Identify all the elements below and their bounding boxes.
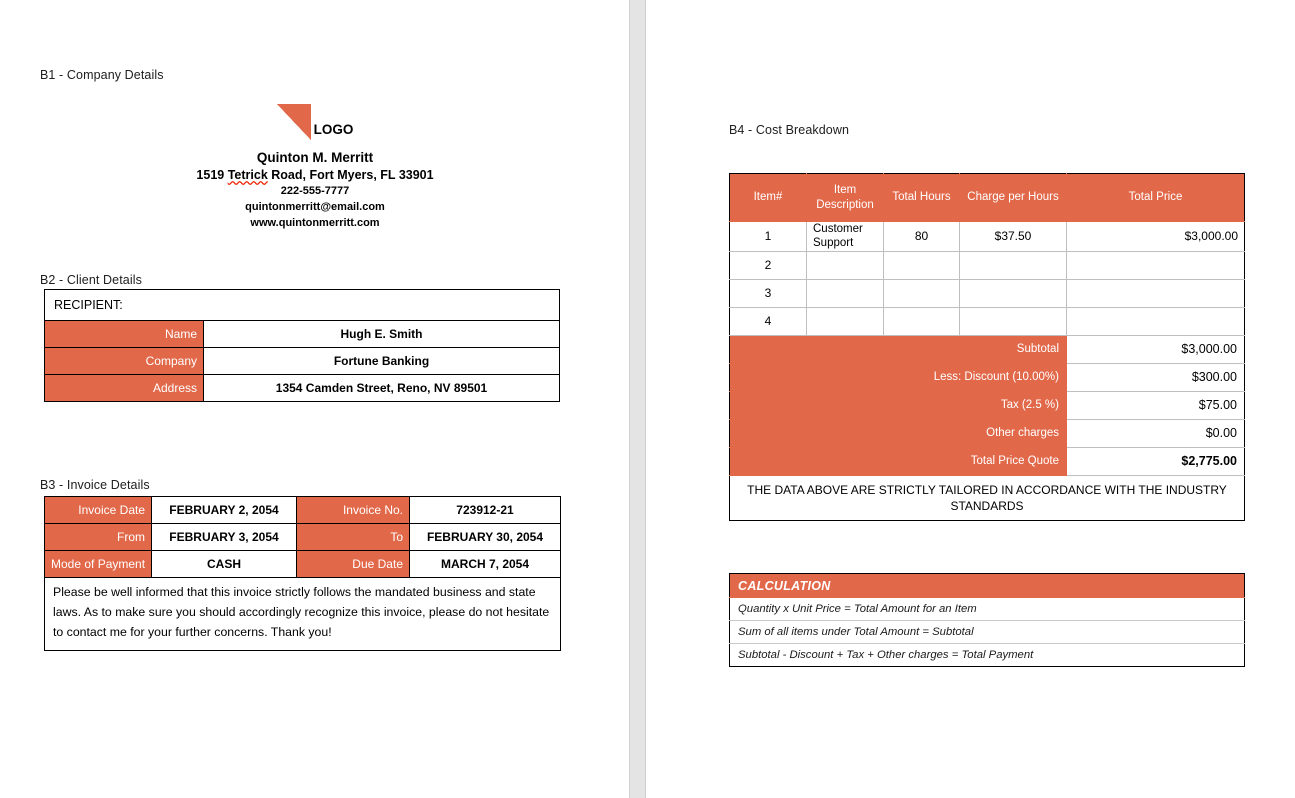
summary-label-other-charges: Other charges: [730, 419, 1067, 447]
summary-value-subtotal: $3,000.00: [1067, 335, 1245, 363]
section-label-b3: B3 - Invoice Details: [40, 478, 150, 492]
cost-table-footnote: THE DATA ABOVE ARE STRICTLY TAILORED IN ACCORDANCE WITH THE INDUSTRY STANDARDS: [730, 475, 1245, 520]
client-label-company: Company: [45, 348, 204, 375]
summary-label-discount: Less: Discount (10.00%): [730, 363, 1067, 391]
calculation-formula-3: Subtotal - Discount + Tax + Other charges = Total Payment: [730, 644, 1245, 667]
cost-item-total[interactable]: [1067, 279, 1245, 307]
invoice-value-from[interactable]: FEBRUARY 3, 2054: [152, 524, 297, 551]
cost-item-desc[interactable]: [807, 279, 884, 307]
cost-item-rate[interactable]: [960, 251, 1067, 279]
client-value-company[interactable]: Fortune Banking: [204, 348, 560, 375]
client-value-name[interactable]: Hugh E. Smith: [204, 321, 560, 348]
table-row: [730, 307, 1245, 335]
company-email: quintonmerritt@email.com: [245, 200, 385, 213]
company-address-misspelled: Tetrick: [227, 168, 268, 182]
summary-label-tax: Tax (2.5 %): [730, 391, 1067, 419]
table-row: [45, 348, 560, 375]
invoice-label-due-date: Due Date: [297, 551, 410, 578]
table-row: [45, 497, 561, 524]
summary-value-total-price-quote: $2,775.00: [1067, 447, 1245, 475]
cost-item-total[interactable]: [1067, 307, 1245, 335]
cost-item-num[interactable]: 4: [730, 307, 807, 335]
client-details-table: [44, 289, 560, 402]
summary-label-subtotal: Subtotal: [730, 335, 1067, 363]
invoice-details-table: [44, 496, 561, 651]
calculation-table: [729, 573, 1245, 667]
cost-item-rate[interactable]: [960, 279, 1067, 307]
table-row: [730, 598, 1245, 621]
section-label-b1: B1 - Company Details: [40, 68, 164, 82]
company-address-suffix: Road, Fort Myers, FL 33901: [267, 168, 434, 182]
summary-value-tax: $75.00: [1067, 391, 1245, 419]
summary-label-total-price-quote: Total Price Quote: [730, 447, 1067, 475]
company-website: www.quintonmerritt.com: [250, 216, 380, 229]
cost-item-num[interactable]: 1: [730, 222, 807, 252]
invoice-label-from: From: [45, 524, 152, 551]
summary-row: [730, 391, 1245, 419]
document-page-left: [0, 0, 629, 798]
calculation-title: CALCULATION: [730, 574, 1245, 598]
recipient-heading: RECIPIENT:: [45, 290, 560, 321]
table-row: [730, 621, 1245, 644]
section-label-b2: B2 - Client Details: [40, 273, 142, 287]
table-header-row: [730, 174, 1245, 222]
summary-row: [730, 447, 1245, 475]
invoice-note-text[interactable]: Please be well informed that this invoice strictly follows the mandated business and state laws. As to make sure you should accordingly recognize this invoice, please do not hesitate to contact me for your further concerns. Thank you!: [45, 578, 561, 651]
invoice-value-due-date[interactable]: MARCH 7, 2054: [410, 551, 561, 578]
invoice-value-invoice-date[interactable]: FEBRUARY 2, 2054: [152, 497, 297, 524]
section-label-b4: B4 - Cost Breakdown: [729, 123, 850, 137]
cost-item-rate[interactable]: [960, 307, 1067, 335]
cost-item-hours[interactable]: [884, 307, 960, 335]
table-row: [45, 290, 560, 321]
invoice-label-invoice-no: Invoice No.: [297, 497, 410, 524]
page-divider: [629, 0, 646, 798]
table-row: [730, 475, 1245, 520]
cost-item-total[interactable]: $3,000.00: [1067, 222, 1245, 252]
summary-row: [730, 335, 1245, 363]
cost-header-charge-per-hour: Charge per Hours: [960, 174, 1067, 222]
cost-header-total-price: Total Price: [1067, 174, 1245, 222]
cost-breakdown-table: [729, 173, 1245, 521]
table-row: [45, 375, 560, 402]
invoice-value-invoice-no[interactable]: 723912-21: [410, 497, 561, 524]
client-label-address: Address: [45, 375, 204, 402]
summary-value-other-charges: $0.00: [1067, 419, 1245, 447]
table-row: [730, 251, 1245, 279]
client-value-address[interactable]: 1354 Camden Street, Reno, NV 89501: [204, 375, 560, 402]
cost-item-rate[interactable]: $37.50: [960, 222, 1067, 252]
cost-item-hours[interactable]: 80: [884, 222, 960, 252]
company-details-block: [120, 98, 510, 232]
table-row: [730, 222, 1245, 252]
table-row: [730, 279, 1245, 307]
invoice-label-invoice-date: Invoice Date: [45, 497, 152, 524]
invoice-label-to: To: [297, 524, 410, 551]
company-name: Quinton M. Merritt: [256, 150, 374, 165]
cost-header-total-hours: Total Hours: [884, 174, 960, 222]
cost-item-total[interactable]: [1067, 251, 1245, 279]
summary-row: [730, 419, 1245, 447]
table-row: [45, 551, 561, 578]
table-header-row: [730, 574, 1245, 598]
summary-row: [730, 363, 1245, 391]
cost-item-num[interactable]: 2: [730, 251, 807, 279]
cost-item-desc[interactable]: [807, 251, 884, 279]
invoice-label-mode-of-payment: Mode of Payment: [45, 551, 152, 578]
summary-value-discount: $300.00: [1067, 363, 1245, 391]
table-row: [45, 524, 561, 551]
cost-item-desc[interactable]: Customer Support: [807, 222, 884, 252]
cost-item-desc[interactable]: [807, 307, 884, 335]
calculation-formula-1: Quantity x Unit Price = Total Amount for an Item: [730, 598, 1245, 621]
cost-item-hours[interactable]: [884, 279, 960, 307]
calculation-formula-2: Sum of all items under Total Amount = Subtotal: [730, 621, 1245, 644]
table-row: [45, 321, 560, 348]
table-row: [45, 578, 561, 651]
company-address-prefix: 1519: [196, 168, 228, 182]
triangle-logo-icon: [277, 104, 311, 140]
cost-header-item-num: Item#: [730, 174, 807, 222]
company-phone: 222-555-7777: [280, 185, 350, 197]
cost-header-item-desc: Item Description: [807, 174, 884, 222]
table-row: [730, 644, 1245, 667]
logo-row: [120, 98, 510, 140]
cost-item-hours[interactable]: [884, 251, 960, 279]
client-label-name: Name: [45, 321, 204, 348]
invoice-value-to[interactable]: FEBRUARY 30, 2054: [410, 524, 561, 551]
invoice-value-mode-of-payment[interactable]: CASH: [152, 551, 297, 578]
logo-label: LOGO: [313, 121, 354, 137]
cost-item-num[interactable]: 3: [730, 279, 807, 307]
company-address: [120, 168, 510, 182]
